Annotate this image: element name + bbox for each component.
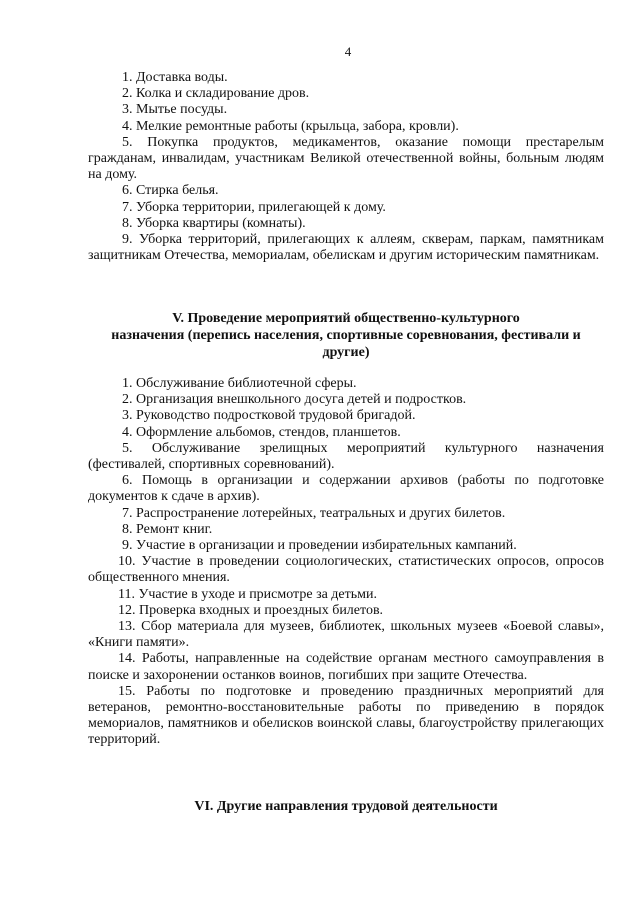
- section-v-heading-line: V. Проведение мероприятий общественно-культурного: [172, 311, 520, 326]
- section-v-heading-line: назначения (перепись населения, спортивные соревнования, фестивали и: [111, 328, 581, 343]
- section-vi-heading: VI. Другие направления трудовой деятельности: [194, 799, 498, 814]
- list-item: 4. Оформление альбомов, стендов, планшетов.: [122, 424, 401, 440]
- list-item: 1. Доставка воды.: [122, 70, 228, 85]
- list-item: 9. Уборка территорий, прилегающих к аллеям, скверам, паркам, памятникам защитникам Отечества, мемориалам, обелискам и другим историческим памятникам.: [88, 232, 604, 264]
- list-item: 6. Помощь в организации и содержании архивов (работы по подготовке документов к сдаче в архив).: [88, 473, 604, 505]
- section-v-list: [88, 376, 604, 749]
- list-item: 5. Обслуживание зрелищных мероприятий культурного назначения (фестивалей, спортивных соревнований).: [88, 440, 604, 473]
- section-iv-list: [88, 70, 604, 264]
- page-number: 4: [344, 44, 352, 59]
- list-item: 7. Распространение лотерейных, театральных и других билетов.: [122, 505, 506, 521]
- list-item: 6. Стирка белья.: [122, 183, 219, 199]
- list-item: 13. Сбор материала для музеев, библиотек, школьных музеев «Боевой славы», «Книги памяти».: [88, 619, 604, 651]
- list-item: 2. Организация внешкольного досуга детей и подростков.: [122, 392, 467, 408]
- list-item: 12. Проверка входных и проездных билетов.: [118, 602, 384, 618]
- list-item: 2. Колка и складирование дров.: [122, 86, 310, 102]
- section-v-heading: [88, 310, 604, 361]
- list-item: 5. Покупка продуктов, медикаментов, оказание помощи престарелым гражданам, инвалидам, участникам Великой отечественной войны, больным людям на дому.: [88, 134, 604, 183]
- section-v-heading-line: другие): [322, 345, 370, 360]
- list-item: 1. Обслуживание библиотечной сферы.: [122, 376, 357, 391]
- list-item: 3. Мытье посуды.: [122, 102, 228, 118]
- list-item: 8. Уборка квартиры (комнаты).: [122, 215, 306, 231]
- list-item: 15. Работы по подготовке и проведению праздничных мероприятий для ветеранов, ремонтно-восстановительные работы по приведению в порядок мемориалов, памятников и обелисков воинской славы, благоустройству прилегающих территорий.: [88, 683, 604, 748]
- list-item: 10. Участие в проведении социологических, статистических опросов, опросов общественного мнения.: [88, 554, 604, 586]
- list-item: 3. Руководство подростковой трудовой бригадой.: [122, 408, 416, 424]
- list-item: 4. Мелкие ремонтные работы (крыльца, забора, кровли).: [122, 118, 459, 134]
- list-item: 14. Работы, направленные на содействие органам местного самоуправления в поиске и захоронении останков воинов, погибших при защите Отечества.: [88, 651, 604, 683]
- list-item: 8. Ремонт книг.: [122, 521, 213, 537]
- list-item: 7. Уборка территории, прилегающей к дому.: [122, 199, 386, 215]
- list-item: 9. Участие в организации и проведении избирательных кампаний.: [122, 538, 517, 554]
- list-item: 11. Участие в уходе и присмотре за детьми.: [118, 586, 377, 602]
